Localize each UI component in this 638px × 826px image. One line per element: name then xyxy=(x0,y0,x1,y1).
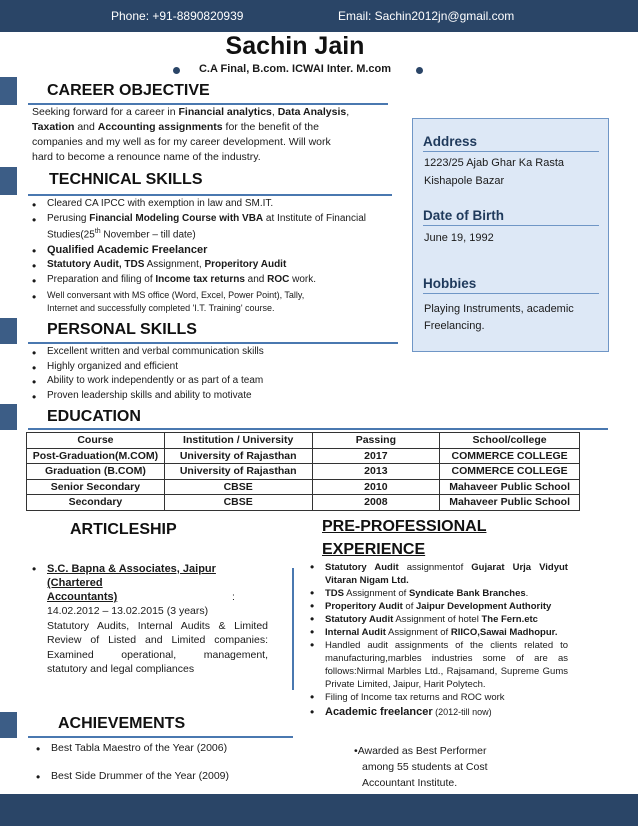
section-marker xyxy=(0,712,17,738)
column-header: School/college xyxy=(440,433,580,449)
address-label: Address xyxy=(423,134,478,149)
list-item-continuation: Studies(25th November – till date) xyxy=(47,228,196,241)
table-header-row xyxy=(27,433,580,449)
table-cell: Mahaveer Public School xyxy=(440,479,580,495)
articleship-line: Statutory Audits, Internal Audits & Limited xyxy=(47,619,268,632)
candidate-name: Sachin Jain xyxy=(225,32,365,60)
list-item: • S.C. Bapna & Associates, Jaipur (Chartered Accountants) : 14.02.2012 – 13.02.2015 (3 years) Statutory Audits, Internal Audits & Limited Review of Listed and Limited companies: Examined operational, management, statutory and legal compliances xyxy=(32,562,268,677)
dob-value: June 19, 1992 xyxy=(424,232,494,244)
articleship-line: Review of Listed and Limited companies: xyxy=(47,634,268,646)
list-item: • Excellent written and verbal communication skills xyxy=(32,346,392,361)
hobbies-label: Hobbies xyxy=(423,276,477,291)
career-objective-title: CAREER OBJECTIVE xyxy=(47,82,210,99)
table-cell: Mahaveer Public School xyxy=(440,495,580,511)
articleship-line: Examined operational, management, xyxy=(47,648,268,661)
table-cell: CBSE xyxy=(164,495,312,511)
personal-skills-list xyxy=(32,346,392,404)
table-cell: 2008 xyxy=(312,495,440,511)
contact-bar xyxy=(0,0,638,32)
list-item: • Qualified Academic Freelancer xyxy=(32,244,412,259)
table-cell: University of Rajasthan xyxy=(164,448,312,464)
list-item: • Perusing Financial Modeling Course with VBA at Institute of Financial xyxy=(32,213,412,228)
technical-skills-list xyxy=(32,198,412,316)
list-item: • Handled audit assignments of the clients related to manufacturing,marbles industries some of are as follows:Nirmal Marbles Ltd., Rajsamand, Supreme Gums Private Limited, Jaipur, Harit Polytech. xyxy=(310,639,568,691)
section-marker xyxy=(0,404,17,430)
table-cell: Post-Graduation(M.COM) xyxy=(27,448,165,464)
table-cell: COMMERCE COLLEGE xyxy=(440,464,580,480)
table-cell: 2013 xyxy=(312,464,440,480)
list-item: • Ability to work independently or as part of a team xyxy=(32,375,392,390)
table-cell: Senior Secondary xyxy=(27,479,165,495)
table-cell: CBSE xyxy=(164,479,312,495)
table-row xyxy=(27,464,580,480)
list-item: • Statutory Audit assignmentof Gujarat Urja Vidyut Vitaran Nigam Ltd. xyxy=(310,561,568,587)
hobbies-line: Freelancing. xyxy=(424,320,485,332)
table-cell: Secondary xyxy=(27,495,165,511)
section-marker xyxy=(0,167,17,195)
email-text: Email: Sachin2012jn@gmail.com xyxy=(338,9,515,23)
list-item: • Internal Audit Assignment of RIICO,Sawai Madhopur. xyxy=(310,626,568,639)
articleship-list xyxy=(32,562,268,677)
personal-skills-title: PERSONAL SKILLS xyxy=(47,321,197,338)
table-cell: 2017 xyxy=(312,448,440,464)
table-cell: 2010 xyxy=(312,479,440,495)
list-item: • Filing of Income tax returns and ROC work xyxy=(310,691,568,704)
pre-professional-title: PRE-PROFESSIONAL EXPERIENCE xyxy=(322,518,487,558)
section-marker xyxy=(0,77,17,105)
list-item: • Best Tabla Maestro of the Year (2006) xyxy=(36,742,296,770)
career-objective-text: Seeking forward for a career in Financial analytics, Data Analysis, Taxation and Accounting assignments for the benefit of the companies and my well as for my career development. Will work hard to become a renounce name of the industry. xyxy=(32,106,350,163)
articleship-title: ARTICLESHIP xyxy=(70,521,177,538)
list-item: • Statutory Audit, TDS Assignment, Properitory Audit xyxy=(32,259,412,274)
table-cell: COMMERCE COLLEGE xyxy=(440,448,580,464)
bullet-dot-icon xyxy=(416,67,423,74)
column-divider xyxy=(292,568,294,690)
education-title: EDUCATION xyxy=(47,408,141,425)
section-marker xyxy=(0,318,17,344)
list-item: • Proven leadership skills and ability to motivate xyxy=(32,390,392,405)
technical-skills-title: TECHNICAL SKILLS xyxy=(49,171,203,188)
list-item: • Academic freelancer (2012-till now) xyxy=(310,706,568,719)
list-item: • Cleared CA IPCC with exemption in law and SM.IT. xyxy=(32,198,412,213)
achievements-title: ACHIEVEMENTS xyxy=(58,715,186,732)
table-row xyxy=(27,479,580,495)
list-item: • Preparation and filing of Income tax returns and ROC work. xyxy=(32,274,412,290)
qualifications: C.A Final, B.com. ICWAI Inter. M.com xyxy=(198,63,392,75)
table-cell: Graduation (B.COM) xyxy=(27,464,165,480)
award-text: •Awarded as Best Performer among 55 students at Cost Accountant Institute. xyxy=(354,745,488,789)
achievements-list xyxy=(36,742,296,786)
section-rule xyxy=(28,194,392,196)
column-header: Institution / University xyxy=(164,433,312,449)
bullet-icon: • xyxy=(354,745,358,757)
hobbies-line: Playing Instruments, academic xyxy=(424,303,574,315)
dob-label: Date of Birth xyxy=(423,208,504,223)
footer-bar xyxy=(0,794,638,826)
table-row xyxy=(27,448,580,464)
firm-name: Accountants) xyxy=(47,591,118,603)
list-item: • Properitory Audit of Jaipur Development Authority xyxy=(310,600,568,613)
list-item: • Best Side Drummer of the Year (2009) xyxy=(36,770,296,786)
column-header: Passing xyxy=(312,433,440,449)
table-row xyxy=(27,495,580,511)
section-rule xyxy=(28,342,398,344)
list-item: • TDS Assignment of Syndicate Bank Branches. xyxy=(310,587,568,600)
articleship-period: 14.02.2012 – 13.02.2015 (3 years) xyxy=(47,605,209,617)
address-line: Kishapole Bazar xyxy=(424,175,505,187)
list-item: • Highly organized and efficient xyxy=(32,361,392,376)
list-item: • Statutory Audit Assignment of hotel The Fern.etc xyxy=(310,613,568,626)
section-rule xyxy=(28,736,293,738)
firm-name: • S.C. Bapna & Associates, Jaipur (Chartered xyxy=(47,563,216,589)
pre-professional-list xyxy=(310,561,568,719)
column-header: Course xyxy=(27,433,165,449)
articleship-line: statutory and legal compliances xyxy=(47,663,195,675)
section-rule xyxy=(28,428,608,430)
table-cell: University of Rajasthan xyxy=(164,464,312,480)
list-item: • Well conversant with MS office (Word, Excel, Power Point), Tally, xyxy=(32,290,412,303)
education-table xyxy=(26,432,580,511)
personal-info-box xyxy=(412,118,609,352)
list-item-continuation: Internet and successfully completed 'I.T. Training' course. xyxy=(47,303,275,313)
phone-text: Phone: +91-8890820939 xyxy=(111,9,244,23)
address-line: 1223/25 Ajab Ghar Ka Rasta xyxy=(424,157,565,169)
